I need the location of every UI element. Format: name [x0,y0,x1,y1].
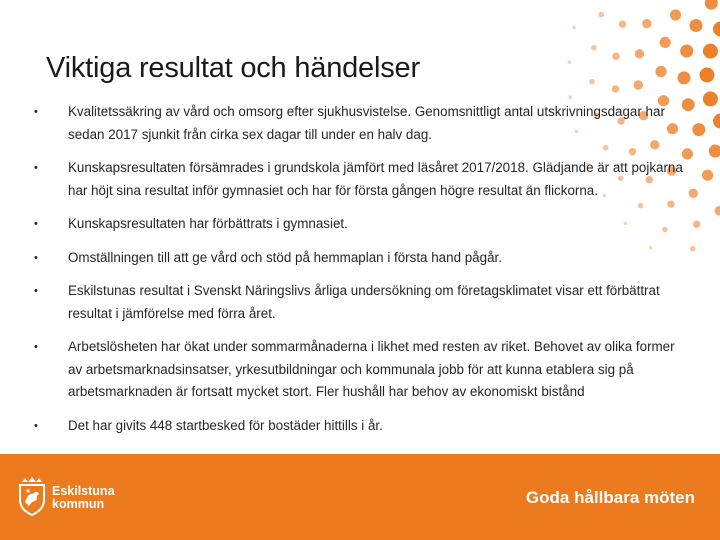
eskilstuna-crest-icon [16,476,48,516]
list-item [34,101,684,146]
eskilstuna-logo [16,472,126,522]
logo-text-line2: kommun [52,497,105,511]
list-item [34,157,684,202]
logo-text-line1: Eskilstuna [52,484,115,498]
bullet-text: Arbetslösheten har ökat under sommarmånaderna i likhet med resten av riket. Behovet av olika former av arbetsmarknadsinsatser, yrkesutbildningar och kommunala jobb för att kunna etablera sig på arbetsmarknaden är fortsatt mycket stort. Fler hushåll har behov av ekonomiskt bistånd [68,339,675,399]
list-item [34,213,684,236]
bullet-marker: • [34,162,38,174]
list-item [34,336,684,404]
bullet-marker: • [34,419,38,432]
footer-tagline: Goda hållbara möten [525,488,695,507]
bullet-text: Det har givits 448 startbesked för bostäder hittills i år. [68,417,383,433]
bullet-marker: • [34,341,38,353]
bullet-marker: • [34,285,38,297]
bullet-list [34,101,684,448]
bullet-marker: • [34,218,38,230]
bullet-text: Eskilstunas resultat i Svenskt Näringslivs årliga undersökning om företagsklimatet visar ett förbättrat resultat i jämförelse med förra året. [68,283,660,321]
list-item [34,280,684,325]
bullet-text: Kvalitetssäkring av vård och omsorg efter sjukhusvistelse. Genomsnittligt antal utskrivningsdagar har sedan 2017 sjunkit från cirka sex dagar till under en halv dag. [68,104,665,142]
bullet-marker: • [34,251,38,264]
page-title: Viktiga resultat och händelser [46,52,420,84]
list-item [34,415,684,438]
list-item [34,247,684,270]
bullet-text: Kunskapsresultaten försämrades i grundskola jämfört med läsåret 2017/2018. Glädjande är att pojkarna har höjt sina resultat inför gymnasiet och har för första gången högre resultat än flickorna. [68,160,683,198]
bullet-marker: • [34,106,38,118]
footer-bar [0,454,720,540]
bullet-text: Omställningen till att ge vård och stöd på hemmaplan i första hand pågår. [68,249,502,265]
bullet-text: Kunskapsresultaten har förbättrats i gymnasiet. [68,216,348,231]
